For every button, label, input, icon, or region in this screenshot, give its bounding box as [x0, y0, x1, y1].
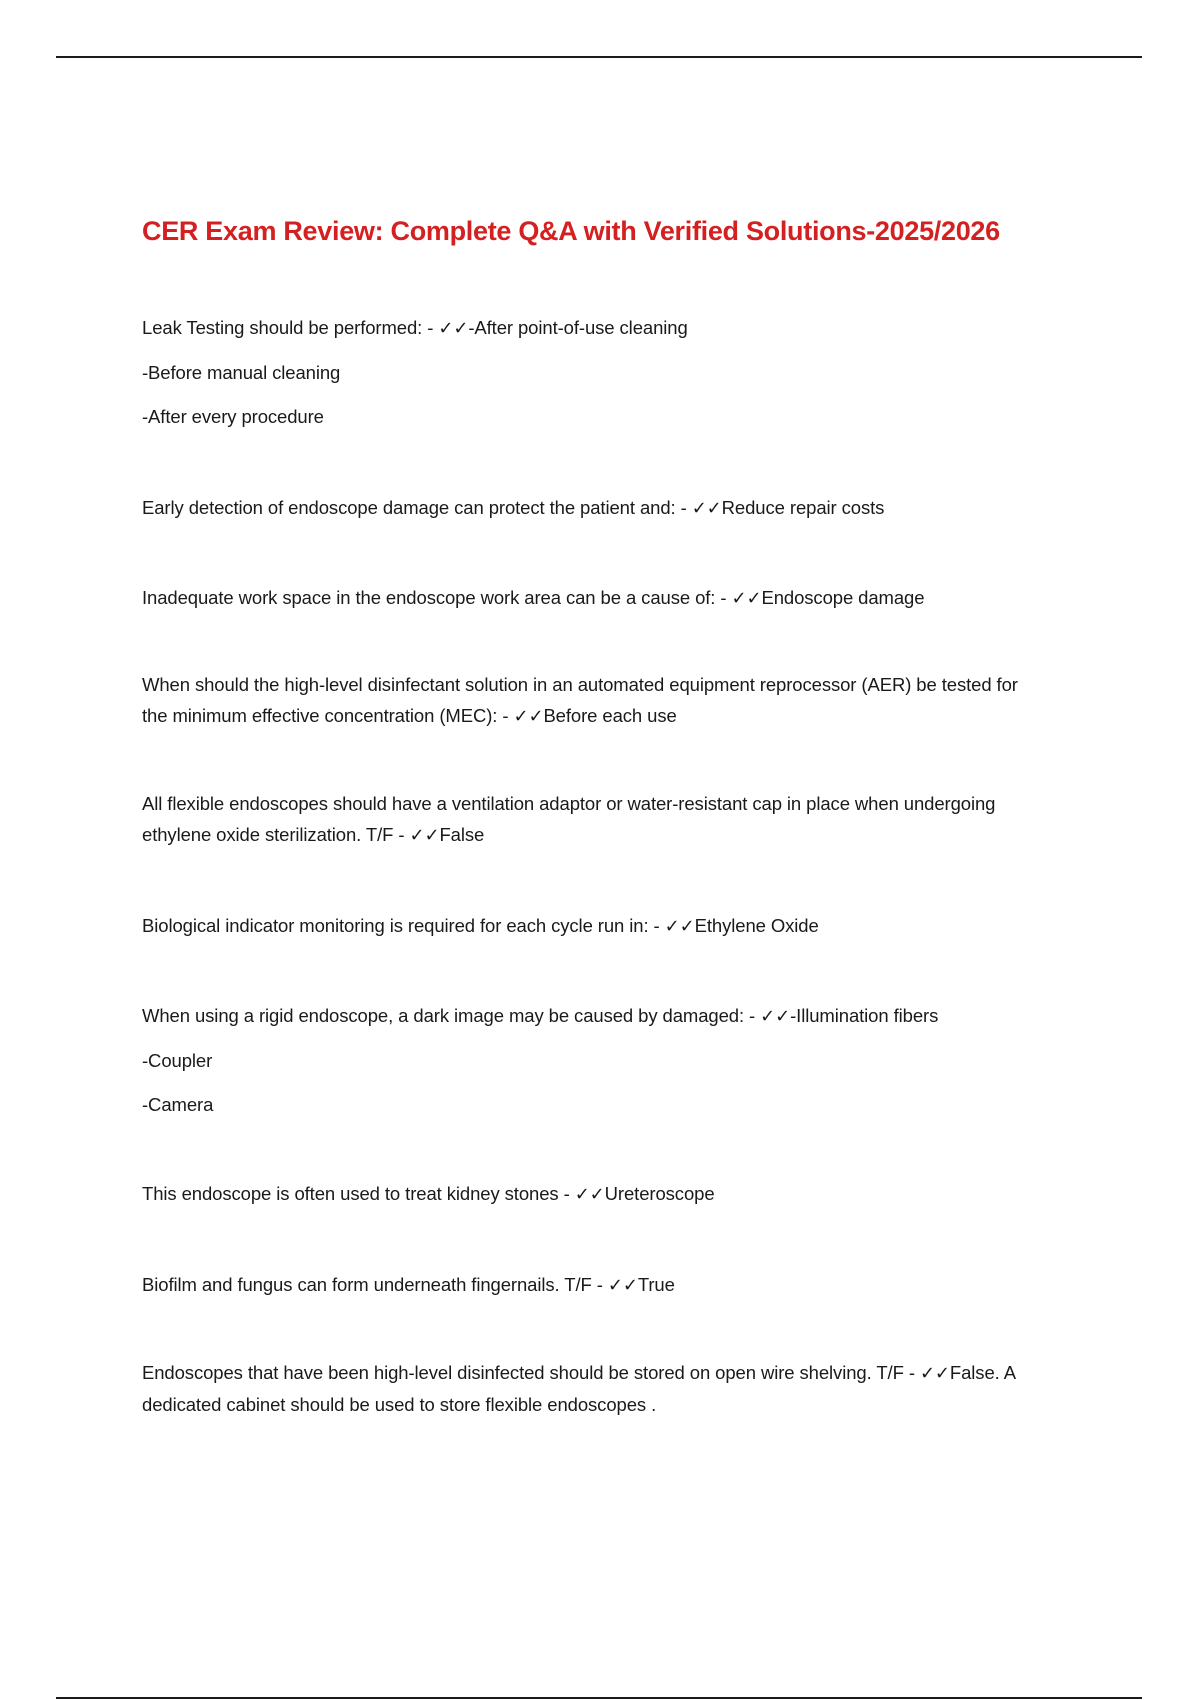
- answer-text: Ureteroscope: [604, 1183, 715, 1204]
- answer-continuation: -After every procedure: [142, 406, 324, 427]
- check-mark-icon: ✓✓: [438, 318, 469, 339]
- qa-item-8: [142, 1178, 1022, 1210]
- qa-item-2: [142, 492, 1022, 524]
- question-text: All flexible endoscopes should have a ventilation adaptor or water-resistant cap in place when undergoing ethylene oxide sterilization. T/F -: [142, 793, 996, 845]
- qa-item-7: [142, 1000, 1022, 1120]
- check-mark-icon: ✓✓: [664, 916, 695, 937]
- question-text: Biofilm and fungus can form underneath fingernails. T/F -: [142, 1274, 608, 1295]
- answer-text: Endoscope damage: [761, 587, 925, 608]
- qa-item-3: [142, 582, 1022, 614]
- top-divider: [56, 56, 1142, 58]
- question-text: Biological indicator monitoring is required for each cycle run in: -: [142, 915, 665, 936]
- check-mark-icon: ✓✓: [731, 588, 762, 609]
- answer-continuation: -Camera: [142, 1094, 214, 1115]
- answer-text: True: [637, 1274, 675, 1295]
- answer-text: False: [439, 824, 485, 845]
- question-text: Endoscopes that have been high-level disinfected should be stored on open wire shelving. T/F -: [142, 1362, 920, 1383]
- qa-item-10: [142, 1357, 1022, 1420]
- answer-text: Reduce repair costs: [721, 497, 885, 518]
- qa-item-5: [142, 788, 1022, 851]
- question-text: When using a rigid endoscope, a dark image may be caused by damaged: -: [142, 1005, 761, 1026]
- answer-text: Ethylene Oxide: [694, 915, 819, 936]
- check-mark-icon: ✓✓: [607, 1275, 638, 1296]
- qa-item-4: [142, 669, 1022, 732]
- check-mark-icon: ✓✓: [691, 498, 722, 519]
- check-mark-icon: ✓✓: [574, 1184, 605, 1205]
- answer-text: -Illumination fibers: [790, 1005, 939, 1026]
- answer-text: -After point-of-use cleaning: [468, 317, 688, 338]
- bottom-divider: [56, 1697, 1142, 1699]
- question-text: This endoscope is often used to treat kidney stones -: [142, 1183, 575, 1204]
- answer-continuation: -Before manual cleaning: [142, 362, 341, 383]
- answer-continuation: -Coupler: [142, 1050, 213, 1071]
- qa-item-6: [142, 910, 1022, 942]
- question-text: Inadequate work space in the endoscope work area can be a cause of: -: [142, 587, 732, 608]
- question-text: Early detection of endoscope damage can protect the patient and: -: [142, 497, 692, 518]
- qa-item-1: [142, 312, 1022, 432]
- check-mark-icon: ✓✓: [513, 706, 544, 727]
- check-mark-icon: ✓✓: [919, 1363, 950, 1384]
- question-text: Leak Testing should be performed: -: [142, 317, 439, 338]
- answer-text: False. A dedicated cabinet should be used to store flexible endoscopes .: [142, 1362, 1015, 1415]
- answer-text: Before each use: [543, 705, 677, 726]
- check-mark-icon: ✓✓: [409, 825, 440, 846]
- document-title: CER Exam Review: Complete Q&A with Verified Solutions-2025/2026: [142, 216, 1000, 246]
- question-text: When should the high-level disinfectant solution in an automated equipment reprocessor (AER) be tested for the minimum effective concentration (MEC): -: [142, 674, 1018, 726]
- qa-item-9: [142, 1269, 1022, 1301]
- check-mark-icon: ✓✓: [760, 1006, 791, 1027]
